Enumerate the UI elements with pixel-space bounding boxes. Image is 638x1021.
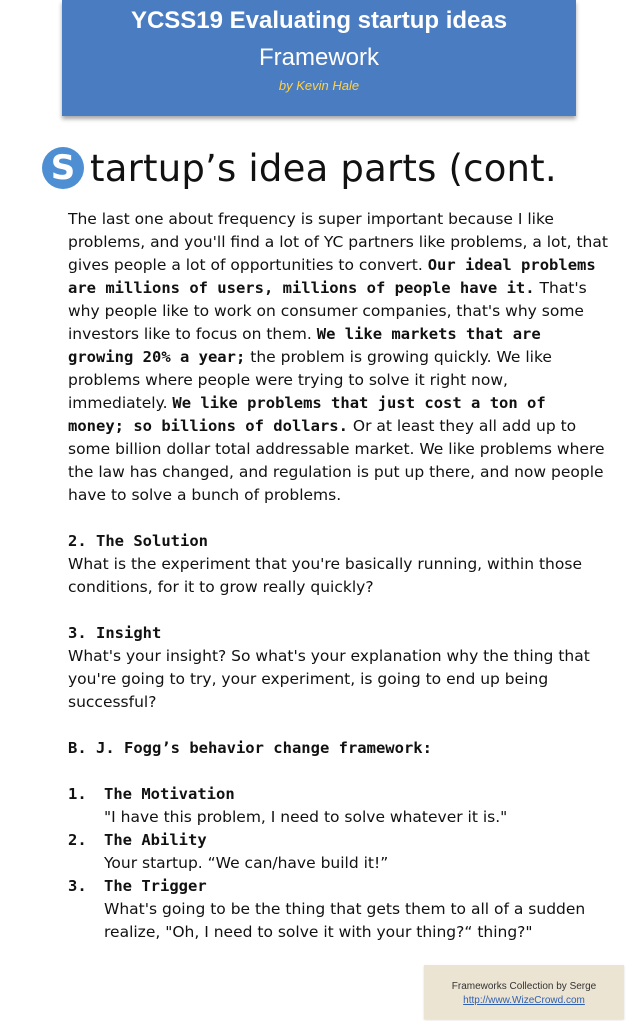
list-number: 2. <box>68 831 87 849</box>
text-span: The last one about frequency is super important because I like problems, and you'll find a lot of YC partners like problems, a lot, that gives people a lot of opportunities to convert. <box>68 210 608 274</box>
footer-collection: Frameworks Collection by Serge <box>451 981 597 992</box>
list-item <box>68 875 608 944</box>
list-item-title: The Motivation <box>104 785 235 803</box>
document-title: YCSS19 Evaluating startup ideas <box>130 7 508 34</box>
list-item-title: The Trigger <box>104 877 207 895</box>
list-item <box>68 829 608 875</box>
text-span: Or at least they all add up to some billion dollar total addressable market. We like problems where the law has changed, and regulation is put up there, and now people have to solve a bunch of problems. <box>68 417 605 504</box>
section-heading <box>42 140 638 196</box>
insight-heading: 3. Insight <box>68 624 162 642</box>
document-subtitle: Framework <box>258 44 379 71</box>
emphasis-text: Our ideal problems are millions of users, millions of people have it. <box>68 256 596 297</box>
text-span: That's why people like to work on consumer companies, that's why some investors like to focus on them. <box>68 279 587 343</box>
footer-link[interactable]: http://www.WizeCrowd.com <box>463 995 585 1006</box>
s-logo-icon: S <box>42 147 84 189</box>
insight-text: What's your insight? So what's your explanation why the thing that you're going to try, your experiment, is going to end up being successful? <box>68 647 590 711</box>
fogg-heading: B. J. Fogg’s behavior change framework: <box>68 739 432 757</box>
header-banner <box>62 0 576 116</box>
emphasis-text: We like problems that just cost a ton of money; so billions of dollars. <box>68 394 546 435</box>
solution-text: What is the experiment that you're basically running, within those conditions, for it to grow really quickly? <box>68 555 582 596</box>
list-item-title: The Ability <box>104 831 207 849</box>
section-heading-text: tartup’s idea parts (cont. <box>90 146 557 190</box>
list-item <box>68 783 608 829</box>
list-item-text: What's going to be the thing that gets them to all of a sudden realize, "Oh, I need to solve it with your thing?“ thing?" <box>104 900 586 941</box>
list-item-text: "I have this problem, I need to solve whatever it is." <box>104 808 508 826</box>
body-content <box>68 208 608 944</box>
solution-heading: 2. The Solution <box>68 532 208 550</box>
intro-paragraph <box>68 208 608 507</box>
list-item-text: Your startup. “We can/have build it!” <box>104 854 389 872</box>
emphasis-text: We like markets that are growing 20% a year; <box>68 325 541 366</box>
text-span: the problem is growing quickly. We like problems where people were trying to solve it right now, immediately. <box>68 348 552 412</box>
author-credit: by Kevin Hale <box>278 78 360 93</box>
list-number: 1. <box>68 785 87 803</box>
list-number: 3. <box>68 877 87 895</box>
footer-note <box>424 965 624 1019</box>
